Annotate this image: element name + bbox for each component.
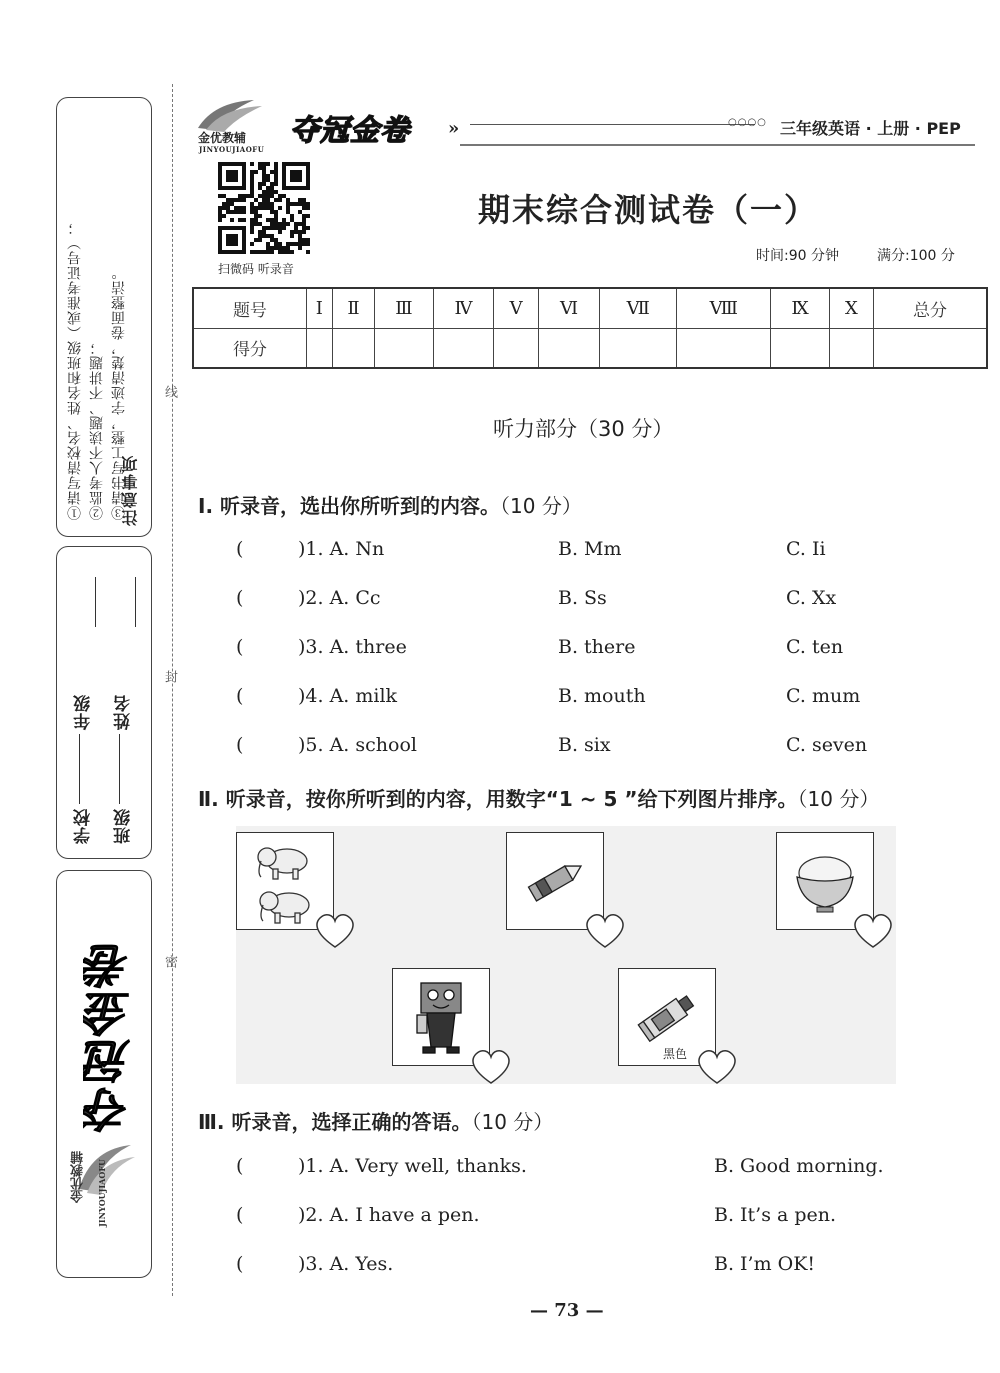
option-c: C. Ii <box>786 538 826 560</box>
option-b: B. there <box>558 636 636 658</box>
score-cell[interactable] <box>677 328 771 368</box>
section-3-title: Ⅲ. 听录音，选择正确的答语。（10 分） <box>198 1110 554 1134</box>
notice-line-1: ①请写清校名、姓名和班级（或准考证号）； <box>67 220 83 520</box>
answer-paren[interactable]: ( <box>236 734 244 756</box>
score-table <box>192 287 988 369</box>
header-rule-bottom <box>460 144 975 146</box>
heart-answer-box-3[interactable] <box>850 910 896 950</box>
option-b: B. mouth <box>558 685 646 707</box>
option-a: )2. A. I have a pen. <box>298 1204 480 1226</box>
score-cell[interactable] <box>600 328 677 368</box>
score-cell[interactable] <box>829 328 873 368</box>
answer-paren[interactable]: ( <box>236 685 244 707</box>
answer-paren[interactable]: ( <box>236 538 244 560</box>
score-col-2: Ⅱ <box>332 288 374 328</box>
name-blank[interactable] <box>135 577 136 627</box>
heart-answer-box-5[interactable] <box>694 1046 740 1086</box>
score-cell-total[interactable] <box>874 328 987 368</box>
option-b: B. Mm <box>558 538 622 560</box>
paint-label: 黑色 <box>663 1047 688 1061</box>
option-b: B. Ss <box>558 587 607 609</box>
option-a: )3. A. three <box>298 636 407 658</box>
score-cell[interactable] <box>433 328 494 368</box>
score-col-6: Ⅵ <box>539 288 600 328</box>
notice-box <box>56 97 152 537</box>
heart-answer-box-4[interactable] <box>468 1046 514 1086</box>
cut-word-line: 线 <box>162 385 177 398</box>
brand-small-text: 金优教辅 <box>71 1151 86 1203</box>
school-blank[interactable] <box>79 734 80 804</box>
part-title: 听力部分（30 分） <box>493 417 674 441</box>
option-c: C. mum <box>786 685 861 707</box>
option-b: B. six <box>558 734 611 756</box>
score-col-label: 题号 <box>193 288 306 328</box>
name-label: 姓名 <box>114 694 134 730</box>
option-c: C. Xx <box>786 587 837 609</box>
option-c: C. seven <box>786 734 868 756</box>
section-3-points: （10 分） <box>471 1110 554 1134</box>
publisher-name: 金优教辅 <box>198 131 247 145</box>
score-cell[interactable] <box>332 328 374 368</box>
series-arrow: » <box>448 118 460 139</box>
cut-word-seal: 封 <box>162 670 177 683</box>
qr-caption: 扫微码 听录音 <box>218 262 294 276</box>
score-table-header-row <box>193 288 987 328</box>
school-label: 学校 <box>74 808 94 844</box>
notice-line-3: ③请书写工整，字迹清楚，卷面整洁。 <box>111 265 127 520</box>
page-number: — 73 — <box>530 1300 604 1321</box>
answer-paren[interactable]: ( <box>236 636 244 658</box>
option-a: )1. A. Nn <box>298 538 385 560</box>
heart-answer-box-1[interactable] <box>312 910 358 950</box>
score-col-9: Ⅸ <box>771 288 830 328</box>
class-blank[interactable] <box>119 734 120 804</box>
publisher-name-en: JINYOUJIAOFU <box>199 145 265 154</box>
option-a: )2. A. Cc <box>298 587 381 609</box>
score-cell[interactable] <box>771 328 830 368</box>
option-a: )3. A. Yes. <box>298 1253 394 1275</box>
grade-label: 年级 <box>74 694 94 730</box>
section-1-title: Ⅰ. 听录音，选出你所听到的内容。（10 分） <box>198 494 582 518</box>
picture-area <box>236 826 896 1084</box>
option-c: C. ten <box>786 636 844 658</box>
score-table-score-row <box>193 328 987 368</box>
class-label: 班级 <box>114 808 134 844</box>
option-a: )1. A. Very well, thanks. <box>298 1155 527 1177</box>
student-info-box <box>56 546 152 859</box>
header-rule <box>470 124 755 125</box>
brand-title: 夺冠金卷 <box>83 941 137 1133</box>
class-name-fields <box>111 694 136 844</box>
grade-blank[interactable] <box>95 577 96 627</box>
school-grade-fields <box>71 694 96 844</box>
answer-paren[interactable]: ( <box>236 1155 244 1177</box>
score-col-1: Ⅰ <box>306 288 332 328</box>
score-cell[interactable] <box>539 328 600 368</box>
answer-paren[interactable]: ( <box>236 1204 244 1226</box>
score-col-7: Ⅶ <box>600 288 677 328</box>
exam-time: 时间:90 分钟 <box>756 248 839 264</box>
brand-small-en: JINYOUJIAOFU <box>97 1159 107 1227</box>
option-b: B. Good morning. <box>714 1155 884 1177</box>
option-a: )5. A. school <box>298 734 417 756</box>
section-2-points: （10 分） <box>797 787 880 811</box>
brand-box <box>56 870 152 1278</box>
grade-subject-label: 三年级英语 · 上册 · PEP <box>780 119 961 138</box>
option-b: B. I’m OK! <box>714 1253 816 1275</box>
cut-line <box>172 84 173 1296</box>
score-col-4: Ⅳ <box>433 288 494 328</box>
score-cell[interactable] <box>494 328 539 368</box>
heart-answer-box-2[interactable] <box>582 910 628 950</box>
qr-code-icon[interactable] <box>218 162 310 254</box>
exam-full-score: 满分:100 分 <box>876 248 955 264</box>
notice-line-2: ②监考人不读题、不讲题； <box>89 340 105 520</box>
score-cell[interactable] <box>375 328 434 368</box>
section-1-points: （10 分） <box>500 494 582 518</box>
cut-word-secret: 密 <box>162 955 177 968</box>
score-cell[interactable] <box>306 328 332 368</box>
exam-meta <box>756 245 955 265</box>
header-dots: ○○○○ <box>728 117 767 128</box>
score-col-5: Ⅴ <box>494 288 539 328</box>
score-col-3: Ⅲ <box>375 288 434 328</box>
score-col-total: 总分 <box>874 288 987 328</box>
answer-paren[interactable]: ( <box>236 1253 244 1275</box>
option-b: B. It’s a pen. <box>714 1204 837 1226</box>
option-a: )4. A. milk <box>298 685 398 707</box>
series-title: 夺冠金卷 <box>290 113 411 147</box>
answer-paren[interactable]: ( <box>236 587 244 609</box>
score-row-label: 得分 <box>193 328 306 368</box>
score-col-8: Ⅷ <box>677 288 771 328</box>
section-2-title: Ⅱ. 听录音，按你所听到的内容，用数字“1 ~ 5 ”给下列图片排序。（10 分） <box>198 787 880 811</box>
exam-title: 期末综合测试卷（一） <box>478 191 819 229</box>
notice-heading: 注意事项 <box>121 454 140 526</box>
score-col-10: Ⅹ <box>829 288 873 328</box>
